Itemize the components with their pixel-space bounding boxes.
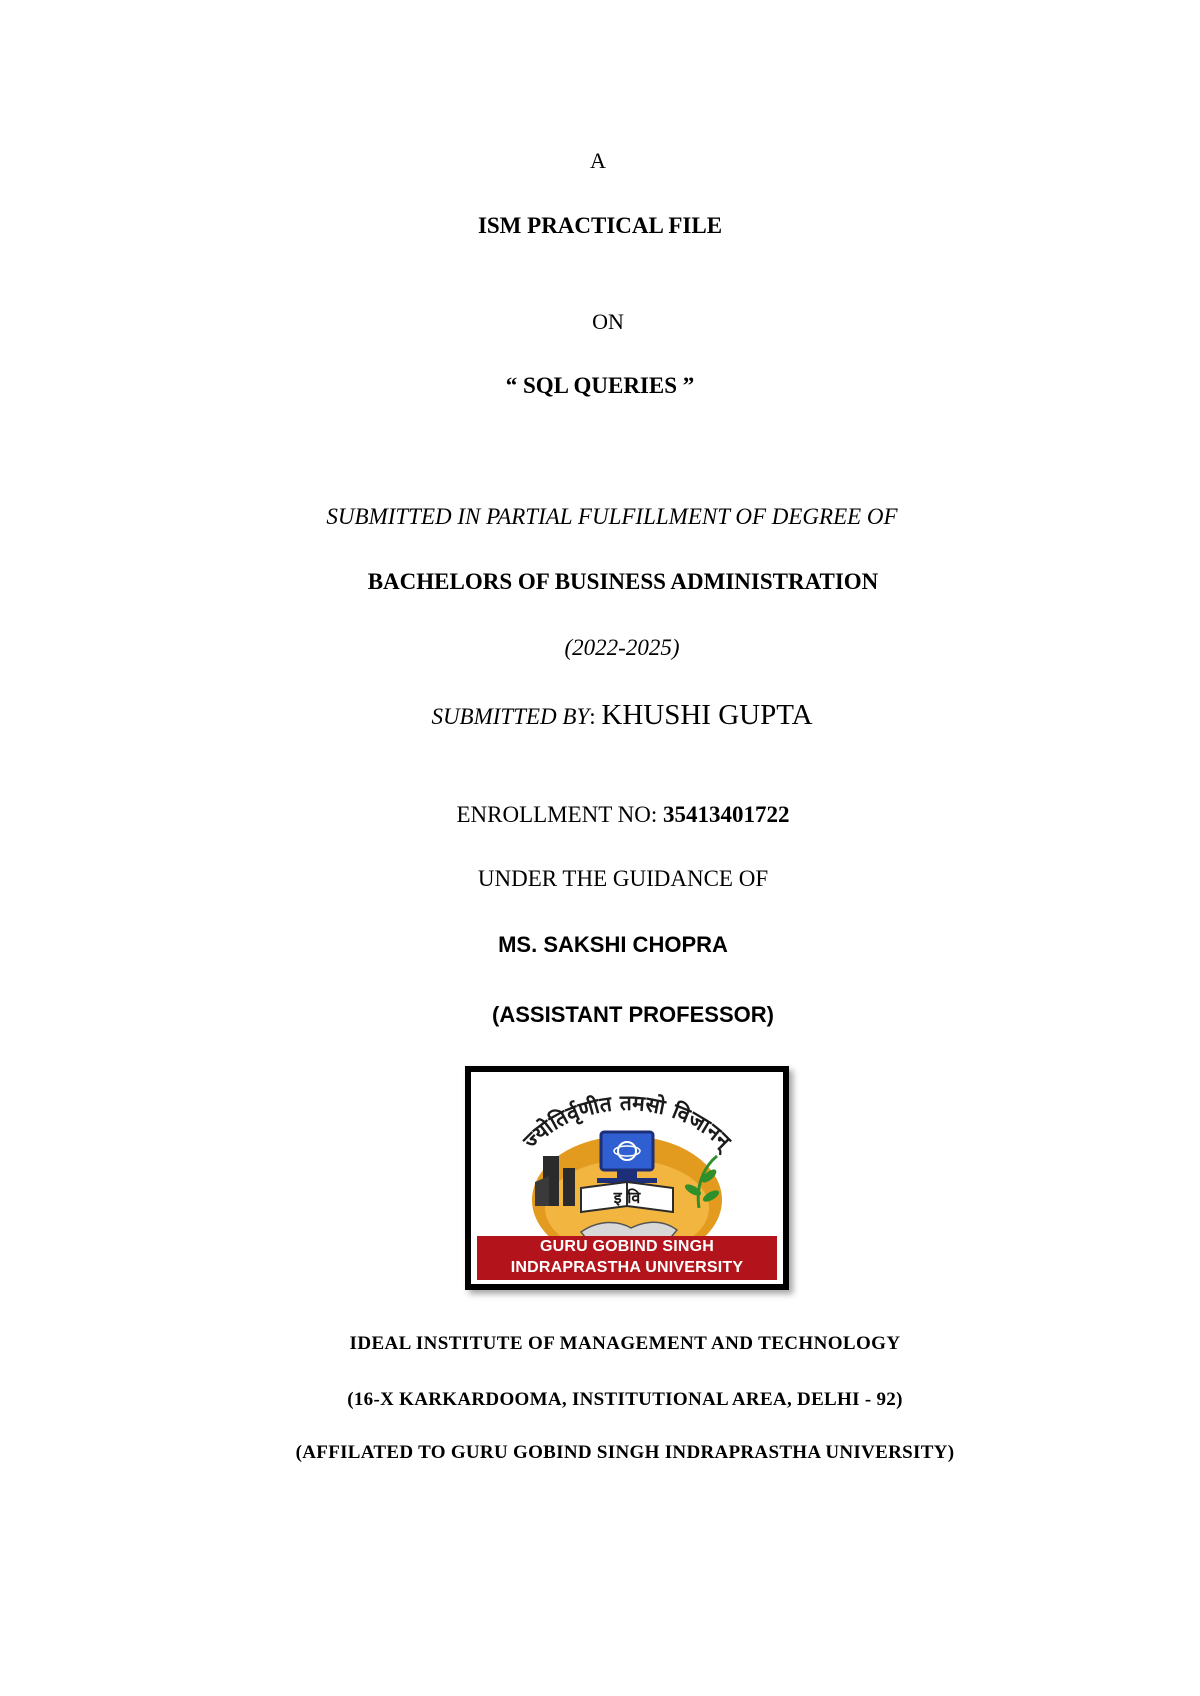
institute-address: (16-X KARKARDOOMA, INSTITUTIONAL AREA, DELHI - 92) [347,1389,903,1410]
submitted-by [22,701,1200,730]
degree-name: BACHELORS OF BUSINESS ADMINISTRATION [367,569,879,594]
university-logo [465,1066,789,1290]
logo-banner-line2: INDRAPRASTHA UNIVERSITY [510,1259,744,1276]
academic-years: (2022-2025) [564,635,680,660]
institute-affiliation: (AFFILATED TO GURU GOBIND SINGH INDRAPRASTHA UNIVERSITY) [295,1442,955,1463]
submitted-by-separator: : [589,704,596,729]
file-title: ISM PRACTICAL FILE [477,213,723,238]
institute-name: IDEAL INSTITUTE OF MANAGEMENT AND TECHNOLOGY [349,1333,901,1354]
enrollment-label: ENROLLMENT NO: [456,802,658,827]
student-name: KHUSHI GUPTA [601,699,813,731]
enrollment [23,803,1200,826]
cover-article: A [590,148,606,173]
cover-on: ON [592,309,624,334]
logo-banner [477,1236,777,1280]
file-topic: “ SQL QUERIES ” [505,373,695,398]
guidance-label: UNDER THE GUIDANCE OF [477,866,769,891]
mentor-role: (ASSISTANT PROFESSOR) [492,1002,774,1027]
logo-banner-line1: GURU GOBIND SINGH [539,1238,715,1255]
submitted-by-label: SUBMITTED BY [431,704,590,729]
university-motto: ज्योतिर्वृणीत तमसो विजानन् [518,1090,736,1154]
computer-icon [601,1132,653,1170]
enrollment-number: 35413401722 [663,802,790,827]
book-text: इ वि [613,1188,641,1207]
mentor-name: MS. SAKSHI CHOPRA [498,932,728,957]
submission-statement: SUBMITTED IN PARTIAL FULFILLMENT OF DEGREE OF [326,504,898,529]
